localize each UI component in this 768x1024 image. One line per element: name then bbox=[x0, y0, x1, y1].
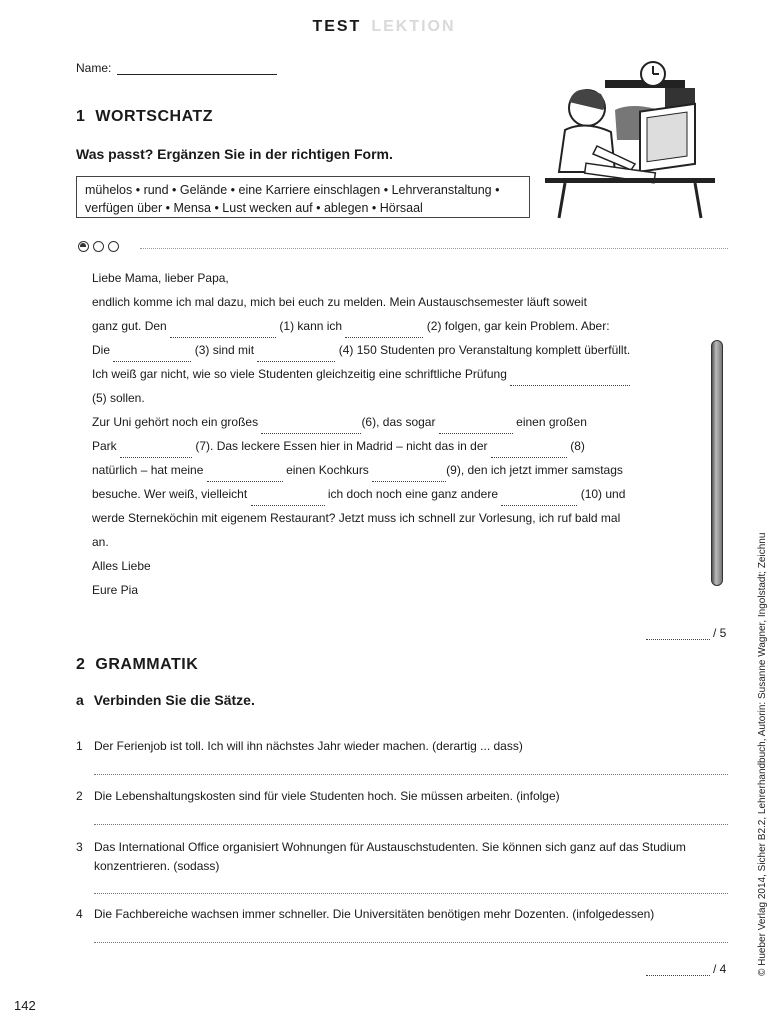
page-number: 142 bbox=[14, 998, 36, 1013]
difficulty-empty-circle-icon bbox=[108, 241, 119, 252]
letter-line: Eure Pia bbox=[92, 583, 139, 597]
task-text: Die Lebenshaltungskosten sind für viele Studenten hoch. Sie müssen arbeiten. (infolge) bbox=[94, 789, 560, 803]
task-item bbox=[76, 787, 716, 806]
section-number: 2 bbox=[76, 656, 86, 673]
task-number: 1 bbox=[76, 739, 83, 753]
task-item bbox=[76, 737, 716, 756]
gap-8-field[interactable] bbox=[491, 443, 567, 458]
letter-line: werde Sterneköchin mit eigenem Restaurant? Jetzt muss ich schnell zur Vorlesung, ich ruf bald mal bbox=[92, 511, 621, 525]
letter-line: Alles Liebe bbox=[92, 559, 151, 573]
name-row bbox=[76, 61, 277, 75]
letter-line: besuche. Wer weiß, vielleicht ich doch noch eine ganz andere (10) und bbox=[92, 482, 692, 506]
gap-6b-field[interactable] bbox=[439, 419, 513, 434]
score-total: / 4 bbox=[713, 962, 727, 976]
gap-4-field[interactable] bbox=[257, 347, 335, 362]
letter-line: natürlich – hat meine einen Kochkurs (9), den ich jetzt immer samstags bbox=[92, 458, 692, 482]
letter-line: endlich komme ich mal dazu, mich bei euch zu melden. Mein Austauschsemester läuft soweit bbox=[92, 295, 587, 309]
section2-heading bbox=[76, 656, 198, 674]
gap-10-field[interactable] bbox=[501, 491, 577, 506]
gap-8b-field[interactable] bbox=[207, 467, 283, 482]
ghost-title-text: LEKTION bbox=[371, 18, 456, 35]
difficulty-empty-circle-icon bbox=[93, 241, 104, 252]
task-text: Das International Office organisiert Wohnungen für Austauschstudenten. Sie können sich ganz auf das Studium konzentrieren. (sodass) bbox=[94, 840, 686, 873]
copyright-side-text: © Hueber Verlag 2014, Sicher B2.2, Lehrerhandbuch, Autorin: Susanne Wagner, Ingolstadt; Zeichnu bbox=[757, 532, 768, 976]
task-item bbox=[76, 905, 716, 924]
sub-title: Verbinden Sie die Sätze. bbox=[93, 692, 255, 708]
letter-line: Zur Uni gehört noch ein großes (6), das sogar einen großen bbox=[92, 410, 692, 434]
letter-line: (5) sollen. bbox=[92, 391, 145, 405]
letter-line: an. bbox=[92, 535, 109, 549]
difficulty-filled-circle-icon bbox=[78, 241, 89, 252]
task-item bbox=[76, 838, 712, 876]
page-title bbox=[0, 18, 768, 36]
sub-letter: a bbox=[76, 692, 84, 708]
task-text: Der Ferienjob ist toll. Ich will ihn nächstes Jahr wieder machen. (derartig ... dass) bbox=[94, 739, 523, 753]
word-box-line: mühelos • rund • Gelände • eine Karriere einschlagen • Lehrveranstaltung • bbox=[85, 183, 500, 197]
word-box bbox=[76, 176, 530, 218]
gap-7-field[interactable] bbox=[120, 443, 192, 458]
task-number: 3 bbox=[76, 840, 83, 854]
section-number: 1 bbox=[76, 108, 86, 125]
answer-line[interactable] bbox=[94, 774, 728, 775]
letter-line: ganz gut. Den (1) kann ich (2) folgen, gar kein Problem. Aber: bbox=[92, 314, 692, 338]
letter-line: Die (3) sind mit (4) 150 Studenten pro Veranstaltung komplett überfüllt. bbox=[92, 338, 692, 362]
letter-text bbox=[92, 266, 692, 602]
section2-score bbox=[646, 962, 726, 976]
gap-2-field[interactable] bbox=[345, 323, 423, 338]
task-text: Die Fachbereiche wachsen immer schneller. Die Universitäten benötigen mehr Dozenten. (infolgedessen) bbox=[94, 907, 655, 921]
name-label: Name: bbox=[76, 61, 112, 75]
answer-line[interactable] bbox=[94, 893, 728, 894]
letter-line: Park (7). Das leckere Essen hier in Madrid – nicht das in der (8) bbox=[92, 434, 692, 458]
section-title: WORTSCHATZ bbox=[95, 108, 213, 125]
name-field[interactable] bbox=[117, 62, 277, 75]
gap-6-field[interactable] bbox=[261, 419, 361, 434]
word-box-line: verfügen über • Mensa • Lust wecken auf • ablegen • Hörsaal bbox=[85, 201, 423, 215]
section1-score bbox=[646, 626, 726, 640]
answer-line[interactable] bbox=[94, 824, 728, 825]
difficulty-rating bbox=[78, 239, 123, 257]
answer-line[interactable] bbox=[94, 942, 728, 943]
letter-line: Ich weiß gar nicht, wie so viele Studenten gleichzeitig eine schriftliche Prüfung bbox=[92, 362, 692, 386]
gap-1-field[interactable] bbox=[170, 323, 276, 338]
divider-line bbox=[140, 248, 728, 249]
scroll-handle[interactable] bbox=[711, 340, 723, 586]
letter-line: Liebe Mama, lieber Papa, bbox=[92, 271, 229, 285]
student-at-computer-illustration bbox=[545, 60, 715, 220]
score-total: / 5 bbox=[713, 626, 727, 640]
gap-9-field[interactable] bbox=[372, 467, 446, 482]
gap-3-field[interactable] bbox=[113, 347, 191, 362]
section-title: GRAMMATIK bbox=[95, 656, 199, 673]
section1-instruction: Was passt? Ergänzen Sie in der richtigen Form. bbox=[76, 146, 393, 162]
gap-5-field[interactable] bbox=[510, 371, 630, 386]
score-field[interactable] bbox=[646, 627, 710, 640]
score-field[interactable] bbox=[646, 963, 710, 976]
section2-subheading bbox=[76, 692, 255, 708]
task-number: 2 bbox=[76, 789, 83, 803]
section1-heading bbox=[76, 108, 213, 126]
gap-9b-field[interactable] bbox=[251, 491, 325, 506]
title-text: TEST bbox=[312, 18, 362, 35]
task-number: 4 bbox=[76, 907, 83, 921]
